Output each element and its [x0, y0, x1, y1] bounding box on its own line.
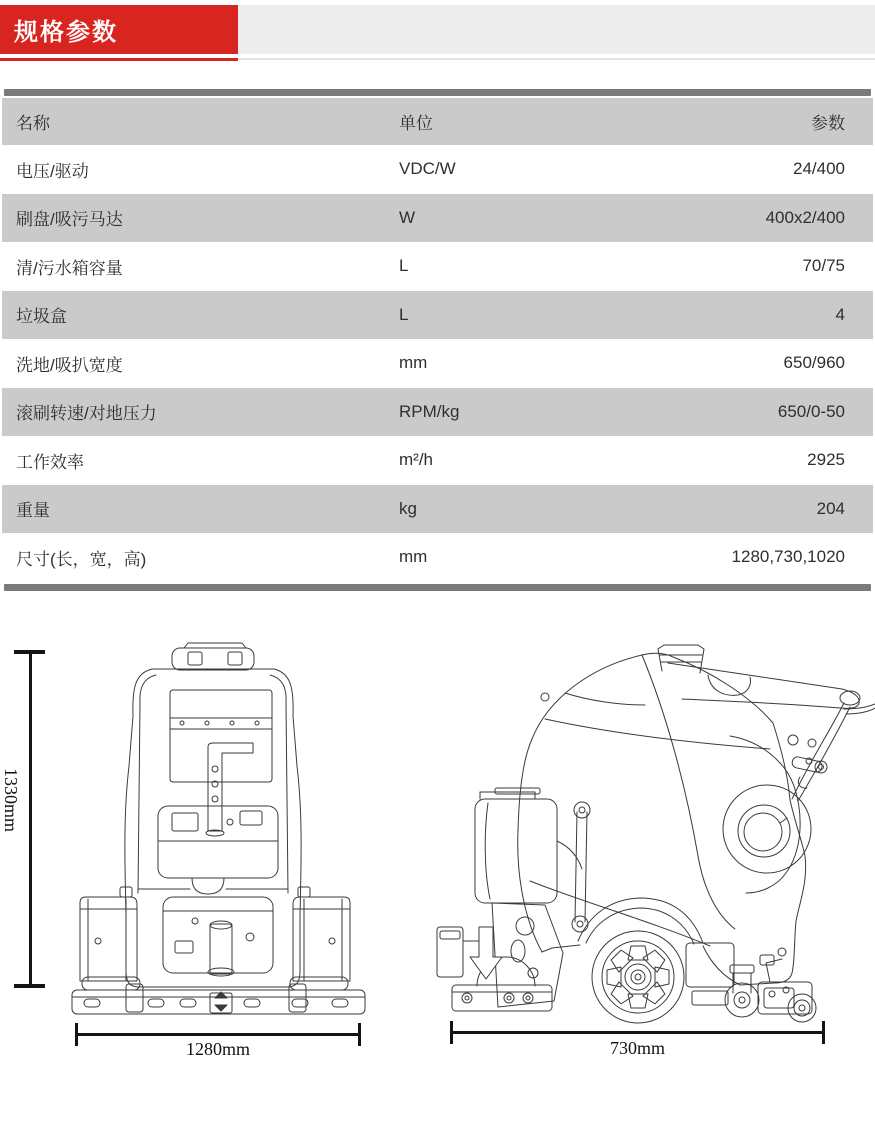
- spec-unit-cell: RPM/kg: [399, 401, 460, 421]
- front-view-drawing: [60, 641, 372, 1033]
- spec-row: [2, 145, 873, 194]
- spec-row: [2, 436, 873, 485]
- spec-table: [2, 98, 873, 582]
- table-bottom-border-bar: [4, 584, 871, 591]
- spec-row: [2, 485, 873, 534]
- title-underline-red: [0, 58, 238, 61]
- section-title: 规格参数: [14, 19, 118, 46]
- spec-unit-cell: mm: [399, 547, 428, 567]
- spec-row: [2, 533, 873, 582]
- section-title-banner: [0, 5, 238, 54]
- spec-name-cell: 垃圾盒: [16, 307, 67, 327]
- table-top-border-bar: [4, 89, 871, 96]
- spec-unit-cell: L: [399, 304, 409, 324]
- spec-name-cell: 滚刷转速/对地压力: [16, 404, 157, 424]
- spec-value-cell: 4: [835, 304, 845, 324]
- dimension-cap: [14, 650, 45, 654]
- spec-value-cell: 204: [816, 498, 845, 518]
- spec-unit-cell: kg: [399, 498, 417, 518]
- spec-unit-cell: W: [399, 207, 416, 227]
- spec-unit-cell: VDC/W: [399, 159, 456, 179]
- column-header-unit: 单位: [399, 114, 433, 133]
- spec-name-cell: 尺寸(长，宽，高): [16, 549, 147, 569]
- spec-unit-cell: m²/h: [399, 450, 433, 470]
- spec-unit-cell: L: [399, 256, 409, 276]
- spec-value-cell: 2925: [807, 450, 845, 470]
- front-width-dimension-line: [75, 1033, 361, 1036]
- spec-row: [2, 194, 873, 243]
- column-header-value: 参数: [811, 114, 845, 133]
- spec-value-cell: 1280,730,1020: [731, 547, 845, 567]
- title-underline-gray: [238, 58, 875, 60]
- column-header-name: 名称: [16, 114, 50, 133]
- spec-row: [2, 339, 873, 388]
- side-width-dimension-label: 730mm: [609, 1038, 665, 1058]
- spec-value-cell: 650/960: [783, 353, 845, 373]
- spec-name-cell: 刷盘/吸污马达: [16, 210, 123, 230]
- spec-name-cell: 洗地/吸扒宽度: [16, 355, 123, 375]
- side-width-dimension-line: [450, 1031, 825, 1034]
- spec-unit-cell: mm: [399, 353, 428, 373]
- spec-name-cell: 清/污水箱容量: [16, 258, 123, 278]
- height-dimension-label: 1330mm: [1, 767, 21, 832]
- spec-table-header-row: [2, 98, 873, 145]
- spec-name-cell: 电压/驱动: [16, 161, 89, 181]
- height-dimension-line: [29, 652, 32, 986]
- front-width-dimension-label: 1280mm: [185, 1039, 250, 1059]
- spec-name-cell: 工作效率: [16, 452, 84, 472]
- dimension-cap: [14, 984, 45, 988]
- spec-value-cell: 24/400: [793, 159, 845, 179]
- spec-value-cell: 70/75: [802, 256, 845, 276]
- spec-row: [2, 291, 873, 340]
- spec-value-cell: 400x2/400: [765, 207, 845, 227]
- spec-row: [2, 388, 873, 437]
- spec-name-cell: 重量: [16, 501, 50, 521]
- spec-row: [2, 242, 873, 291]
- spec-value-cell: 650/0-50: [777, 401, 845, 421]
- side-view-drawing: [430, 641, 875, 1033]
